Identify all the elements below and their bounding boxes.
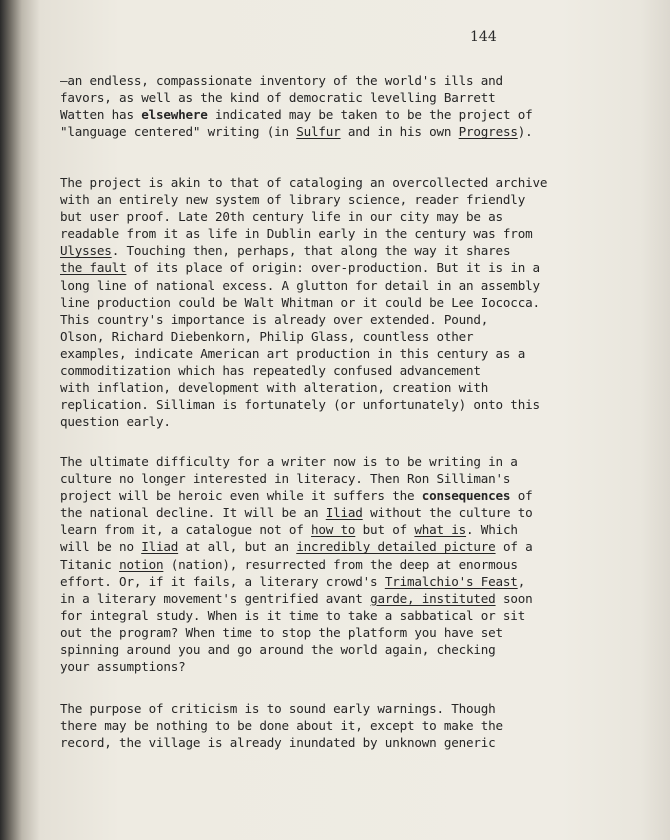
underlined-title: Iliad [141, 539, 179, 555]
text-line [60, 225, 620, 242]
text-run: , [517, 573, 526, 589]
text-line [60, 362, 620, 379]
text-line [60, 311, 620, 328]
text-run: question early. [60, 414, 171, 430]
text-line [60, 379, 620, 396]
text-line [60, 89, 620, 106]
emphasized-word: consequences [421, 488, 511, 504]
text-run: soon [495, 590, 533, 606]
text-line [60, 717, 620, 734]
text-line [60, 294, 620, 311]
text-line [60, 573, 620, 590]
underlined-title: how to [311, 522, 356, 538]
text-run: the national decline. It will be an [60, 505, 326, 521]
text-line [60, 174, 620, 191]
text-run: of its place of origin: over-production. But it is in a [126, 260, 540, 276]
text-run: culture no longer interested in literacy. Then Ron Silliman's [60, 471, 511, 487]
text-run: This country's importance is already over extended. Pound, [60, 311, 489, 327]
text-run: Watten has [60, 107, 142, 123]
text-line [60, 658, 620, 675]
text-run: (nation), resurrected from the deep at enormous [163, 556, 518, 572]
paragraph-4 [60, 700, 620, 751]
text-line [60, 504, 620, 521]
text-line [60, 277, 620, 294]
text-run: at all, but an [178, 539, 297, 555]
text-run: favors, as well as the kind of democratic levelling Barrett [60, 90, 496, 106]
text-line [60, 106, 620, 123]
underlined-title: incredibly detailed picture [296, 539, 496, 555]
text-run: for integral study. When is it time to take a sabbatical or sit [60, 607, 526, 623]
text-run: project will be heroic even while it suffers the [60, 488, 422, 504]
text-run: ). [517, 124, 533, 140]
text-line [60, 590, 620, 607]
text-run: out the program? When time to stop the platform you have set [60, 624, 503, 640]
text-line [60, 208, 620, 225]
text-run: in a literary movement's gentrified avant [60, 590, 371, 606]
text-line [60, 396, 620, 413]
text-line [60, 487, 620, 504]
text-run: The ultimate difficulty for a writer now is to be writing in a [60, 454, 518, 469]
text-line [60, 345, 620, 362]
text-run: The project is akin to that of cataloging an overcollected archive [60, 175, 548, 190]
text-run: spinning around you and go around the world again, checking [60, 642, 496, 658]
text-run: readable from it as life in Dublin early in the century was from [60, 226, 533, 242]
text-line [60, 328, 620, 345]
text-run: indicated may be taken to be the project of [207, 107, 533, 123]
text-run: learn from it, a catalogue not of [60, 522, 311, 538]
text-run: —an endless, compassionate inventory of the world's ills and [60, 73, 503, 88]
text-line [60, 242, 620, 259]
text-run: The purpose of criticism is to sound early warnings. Though [60, 701, 496, 716]
text-line [60, 413, 620, 430]
text-run: and in his own [340, 124, 459, 140]
text-run: your assumptions? [60, 659, 186, 675]
underlined-title: what is [414, 522, 467, 538]
text-line [60, 470, 620, 487]
text-line [60, 259, 620, 276]
text-run: Titanic [60, 556, 120, 572]
text-line [60, 624, 620, 641]
text-line [60, 700, 620, 717]
underlined-title: Ulysses [60, 243, 112, 259]
text-run: examples, indicate American art production in this century as a [60, 345, 526, 361]
text-run: but user proof. Late 20th century life in our city may be as [60, 209, 503, 225]
text-line [60, 538, 620, 555]
text-run: without the culture to [362, 505, 533, 521]
text-run: with inflation, development with alteration, creation with [60, 380, 489, 396]
underlined-title: the fault [60, 260, 127, 276]
text-line [60, 734, 620, 751]
text-run: will be no [60, 539, 142, 555]
text-run: "language centered" writing (in [60, 124, 297, 140]
text-line [60, 641, 620, 658]
text-run: line production could be Walt Whitman or it could be Lee Iococca. [60, 294, 540, 310]
text-line [60, 556, 620, 573]
paragraph-2 [60, 174, 620, 430]
text-run: commoditization which has repeatedly confused advancement [60, 363, 481, 379]
text-run: there may be nothing to be done about it, except to make the [60, 718, 503, 734]
underlined-title: notion [119, 556, 164, 572]
text-line [60, 521, 620, 538]
text-run: long line of national excess. A glutton for detail in an assembly [60, 277, 540, 293]
text-run: replication. Silliman is fortunately (or unfortunately) onto this [60, 397, 540, 413]
emphasized-word: elsewhere [141, 107, 208, 123]
text-run: of [510, 488, 533, 504]
text-run: effort. Or, if it fails, a literary crowd's [60, 573, 385, 589]
text-line [60, 72, 620, 89]
text-line [60, 453, 620, 470]
paragraph-3 [60, 453, 620, 675]
underlined-title: Trimalchio's Feast [384, 573, 518, 589]
underlined-title: Iliad [325, 505, 363, 521]
text-run: of a [495, 539, 533, 555]
text-run: . Which [466, 522, 518, 538]
text-run: Olson, Richard Diebenkorn, Philip Glass, countless other [60, 328, 474, 344]
text-run: record, the village is already inundated by unknown generic [60, 735, 496, 751]
page-number: 144 [470, 29, 497, 45]
text-line [60, 123, 620, 140]
paragraph-1 [60, 72, 620, 140]
text-line [60, 191, 620, 208]
text-run: . Touching then, perhaps, that along the way it shares [111, 243, 511, 259]
underlined-title: garde, instituted [370, 590, 496, 606]
underlined-title: Sulfur [296, 124, 341, 140]
text-line [60, 607, 620, 624]
text-run: with an entirely new system of library science, reader friendly [60, 192, 526, 208]
text-run: but of [355, 522, 415, 538]
underlined-title: Progress [458, 124, 518, 140]
